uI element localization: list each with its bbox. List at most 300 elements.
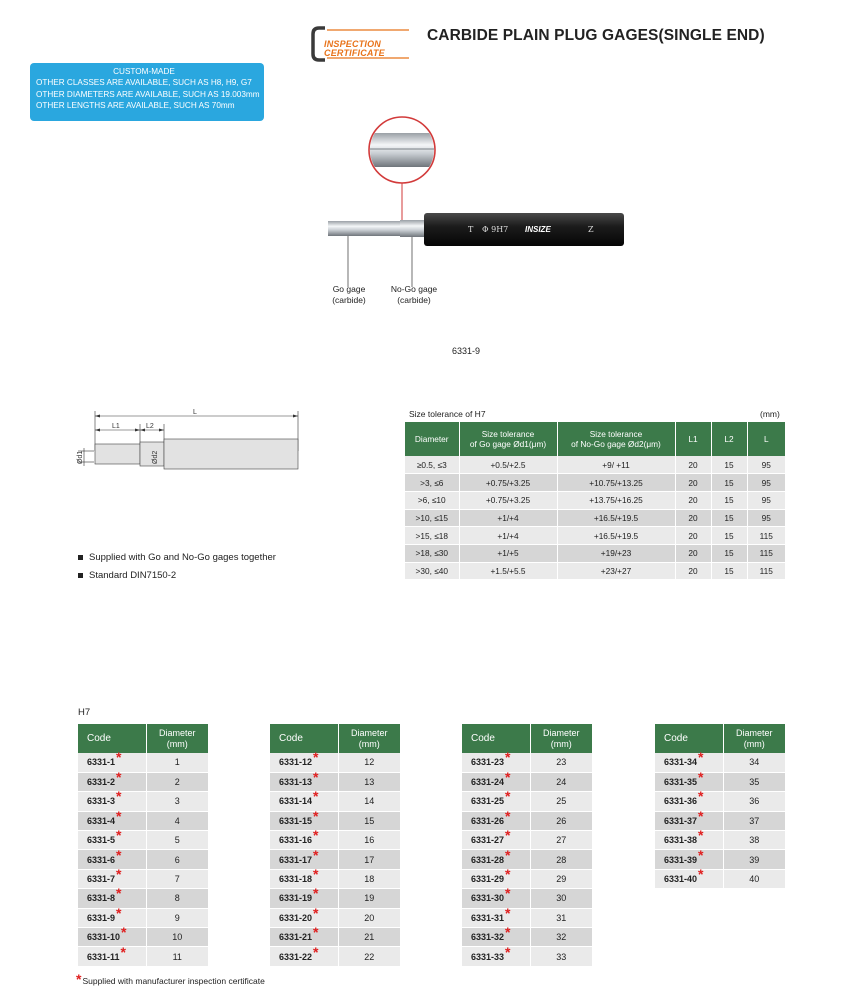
cell-nogo-tolerance: +10.75/+13.25 — [557, 474, 675, 492]
go-tolerance-line1: Size tolerance — [481, 429, 535, 439]
cell-diameter-mm: 3 — [146, 792, 208, 811]
go-gage-title: Go gage — [332, 284, 366, 294]
code-row — [462, 850, 592, 869]
code-table-body — [78, 749, 208, 966]
engraving-brand: INSIZE — [525, 225, 551, 234]
tolerance-row — [405, 474, 785, 492]
cell-nogo-tolerance: +16.5/+19.5 — [557, 527, 675, 545]
code-row — [655, 811, 785, 830]
code-value: 6331-17 — [279, 854, 313, 865]
cell-diameter-mm: 30 — [530, 889, 592, 908]
cell-code — [462, 807, 530, 830]
code-value: 6331-9 — [87, 912, 116, 923]
certificate-star: * — [313, 807, 319, 824]
code-row — [655, 831, 785, 850]
col-header-diameter-mm — [338, 724, 400, 753]
cell-diameter-mm: 40 — [723, 869, 785, 888]
cell-diameter: >18, ≤30 — [405, 544, 459, 562]
footnote — [76, 971, 265, 987]
go-tolerance-line2: of Go gage Ød1(μm) — [469, 439, 547, 449]
cell-code — [655, 827, 723, 850]
col-header-code: Code — [655, 724, 723, 753]
dia-header-line2: (mm) — [358, 738, 380, 749]
cell-code — [270, 904, 338, 927]
cell-diameter-mm: 33 — [530, 947, 592, 966]
tolerance-row — [405, 509, 785, 527]
tolerance-row — [405, 544, 785, 562]
cell-nogo-tolerance: +23/+27 — [557, 562, 675, 580]
cell-diameter-mm: 11 — [146, 947, 208, 966]
code-value: 6331-36 — [664, 796, 698, 807]
cell-code — [78, 788, 146, 811]
go-gage-pin — [328, 221, 400, 236]
dim-label-l2: L2 — [146, 423, 154, 430]
cell-go-tolerance: +1/+4 — [459, 509, 557, 527]
cell-diameter: ≥0.5, ≤3 — [405, 456, 459, 474]
cell-nogo-tolerance: +9/ +11 — [557, 456, 675, 474]
cell-diameter-mm: 26 — [530, 811, 592, 830]
gage-handle — [424, 213, 624, 246]
code-table-body — [655, 749, 785, 889]
cell-l2: 15 — [711, 544, 747, 562]
nogo-tolerance-line1: Size tolerance — [589, 429, 643, 439]
cell-go-tolerance: +1/+5 — [459, 544, 557, 562]
cell-code — [270, 885, 338, 908]
cell-diameter: >30, ≤40 — [405, 562, 459, 580]
certificate-star: * — [116, 769, 122, 786]
cell-diameter-mm: 21 — [338, 928, 400, 947]
code-value: 6331-7 — [87, 874, 116, 885]
code-row — [462, 908, 592, 927]
cell-code — [78, 885, 146, 908]
dia-header-line1: Diameter — [542, 727, 580, 738]
certificate-star: * — [313, 769, 319, 786]
code-value: 6331-40 — [664, 874, 698, 885]
code-row — [655, 772, 785, 791]
certificate-star: * — [116, 885, 122, 902]
code-row — [270, 947, 400, 966]
cell-l1: 20 — [675, 509, 711, 527]
cell-l2: 15 — [711, 474, 747, 492]
cell-code — [462, 846, 530, 869]
col-header-code: Code — [462, 724, 530, 753]
cell-l1: 20 — [675, 544, 711, 562]
cell-l: 95 — [747, 491, 785, 509]
cell-diameter-mm: 17 — [338, 850, 400, 869]
tolerance-caption: Size tolerance of H7 — [409, 409, 486, 419]
code-row — [78, 850, 208, 869]
cell-diameter-mm: 29 — [530, 869, 592, 888]
code-value: 6331-27 — [471, 835, 505, 846]
dim-label-d2: Ød2 — [152, 450, 159, 464]
cell-code — [462, 866, 530, 888]
certificate-star: * — [698, 807, 704, 824]
cell-code — [270, 749, 338, 772]
code-row — [270, 811, 400, 830]
engraving-left: T — [468, 225, 474, 234]
code-value: 6331-35 — [664, 777, 698, 788]
certificate-star: * — [505, 846, 511, 863]
cell-diameter-mm: 12 — [338, 753, 400, 772]
cell-code — [270, 866, 338, 888]
code-row — [78, 947, 208, 966]
dia-header-line1: Diameter — [158, 727, 196, 738]
cell-code — [655, 769, 723, 791]
certificate-star: * — [505, 943, 511, 960]
code-table-body — [270, 749, 400, 966]
logo-text-line1: INSPECTION — [324, 39, 382, 49]
code-value: 6331-23 — [471, 757, 505, 768]
tolerance-row — [405, 456, 785, 474]
cell-l: 115 — [747, 544, 785, 562]
go-pin-section — [95, 444, 140, 464]
code-row — [462, 772, 592, 791]
col-header-go-tolerance — [459, 422, 557, 456]
cell-diameter: >10, ≤15 — [405, 509, 459, 527]
cell-code — [462, 769, 530, 791]
certificate-star: * — [698, 788, 704, 805]
code-row — [462, 928, 592, 947]
code-value: 6331-5 — [87, 835, 116, 846]
code-row — [270, 792, 400, 811]
code-value: 6331-24 — [471, 777, 505, 788]
code-table-3 — [462, 724, 592, 967]
custom-made-box — [30, 63, 264, 121]
cell-diameter-mm: 15 — [338, 811, 400, 830]
dia-header-line2: (mm) — [550, 738, 572, 749]
tolerance-body — [405, 456, 785, 580]
cell-l: 95 — [747, 456, 785, 474]
code-row — [78, 772, 208, 791]
cell-diameter-mm: 31 — [530, 908, 592, 927]
cell-diameter-mm: 14 — [338, 792, 400, 811]
certificate-star: * — [698, 749, 704, 766]
cell-l: 115 — [747, 562, 785, 580]
go-gage-material: (carbide) — [332, 295, 366, 305]
certificate-star: * — [505, 788, 511, 805]
cell-code — [655, 846, 723, 869]
tolerance-row — [405, 491, 785, 509]
cell-l: 115 — [747, 527, 785, 545]
product-photo — [318, 115, 638, 295]
col-header-diameter-mm — [723, 724, 785, 753]
code-value: 6331-15 — [279, 815, 313, 826]
code-row — [462, 889, 592, 908]
cell-code — [78, 807, 146, 830]
dia-header-line2: (mm) — [166, 738, 188, 749]
code-header-row — [270, 724, 400, 753]
code-value: 6331-6 — [87, 854, 116, 865]
certificate-star: * — [120, 943, 126, 960]
cell-code — [270, 788, 338, 811]
cell-diameter-mm: 35 — [723, 772, 785, 791]
certificate-star: * — [116, 749, 122, 766]
cell-diameter-mm: 5 — [146, 831, 208, 850]
code-value: 6331-37 — [664, 815, 698, 826]
certificate-star: * — [116, 788, 122, 805]
dia-header-line1: Diameter — [350, 727, 388, 738]
col-header-l1: L1 — [675, 422, 711, 456]
certificate-star: * — [698, 827, 704, 844]
tolerance-unit: (mm) — [760, 409, 780, 419]
certificate-star: * — [313, 885, 319, 902]
code-value: 6331-14 — [279, 796, 313, 807]
cell-code — [655, 788, 723, 811]
code-value: 6331-16 — [279, 835, 313, 846]
cell-diameter: >3, ≤6 — [405, 474, 459, 492]
code-row — [270, 889, 400, 908]
code-value: 6331-34 — [664, 757, 698, 768]
code-row — [78, 889, 208, 908]
cell-code — [270, 846, 338, 869]
cell-diameter-mm: 13 — [338, 772, 400, 791]
code-value: 6331-38 — [664, 835, 698, 846]
code-row — [655, 792, 785, 811]
certificate-star: * — [505, 807, 511, 824]
cell-code — [462, 943, 530, 966]
nogo-tolerance-line2: of No-Go gage Ød2(μm) — [571, 439, 661, 449]
cell-l2: 15 — [711, 527, 747, 545]
code-row — [78, 869, 208, 888]
handle-section — [164, 439, 298, 469]
cell-diameter-mm: 34 — [723, 753, 785, 772]
col-header-diameter-mm — [530, 724, 592, 753]
custom-made-title: CUSTOM-MADE — [113, 67, 175, 76]
certificate-star: * — [116, 866, 122, 883]
nogo-gage-pin — [400, 220, 424, 237]
code-row — [655, 850, 785, 869]
cell-diameter-mm: 9 — [146, 908, 208, 927]
certificate-star: * — [698, 846, 704, 863]
footnote-star: * — [76, 971, 82, 987]
certificate-star: * — [313, 904, 319, 921]
cell-go-tolerance: +0.5/+2.5 — [459, 456, 557, 474]
cell-code — [655, 807, 723, 830]
code-value: 6331-13 — [279, 777, 313, 788]
code-value: 6331-28 — [471, 854, 505, 865]
cell-l2: 15 — [711, 491, 747, 509]
code-table-body — [462, 749, 592, 966]
cell-diameter-mm: 27 — [530, 831, 592, 850]
code-row — [78, 753, 208, 772]
cell-code — [270, 924, 338, 947]
col-header-code: Code — [270, 724, 338, 753]
code-value: 6331-3 — [87, 796, 116, 807]
cell-code — [462, 827, 530, 850]
feature-item: Standard DIN7150-2 — [78, 567, 276, 585]
cell-diameter-mm: 32 — [530, 928, 592, 947]
code-row — [655, 869, 785, 888]
nogo-gage-label — [384, 284, 444, 306]
code-value: 6331-26 — [471, 815, 505, 826]
code-value: 6331-29 — [471, 874, 505, 885]
certificate-star: * — [505, 904, 511, 921]
code-value: 6331-19 — [279, 893, 313, 904]
cell-diameter-mm: 6 — [146, 850, 208, 869]
code-row — [78, 811, 208, 830]
cell-go-tolerance: +0.75/+3.25 — [459, 474, 557, 492]
certificate-star: * — [313, 827, 319, 844]
cell-code — [270, 827, 338, 850]
certificate-star: * — [313, 943, 319, 960]
cell-diameter-mm: 23 — [530, 753, 592, 772]
code-row — [462, 831, 592, 850]
certificate-star: * — [313, 788, 319, 805]
cell-code — [78, 749, 146, 772]
zoom-detail — [368, 117, 438, 183]
cell-l2: 15 — [711, 509, 747, 527]
code-row — [270, 850, 400, 869]
cell-code — [78, 846, 146, 869]
feature-list — [78, 549, 276, 585]
cell-code — [462, 924, 530, 947]
code-row — [270, 831, 400, 850]
cell-code — [78, 924, 146, 947]
feature-item: Supplied with Go and No-Go gages together — [78, 549, 276, 567]
logo-text-line2: CERTIFICATE — [324, 48, 385, 58]
cell-diameter-mm: 28 — [530, 850, 592, 869]
code-header-row — [655, 724, 785, 753]
cell-code — [462, 904, 530, 927]
certificate-star: * — [116, 904, 122, 921]
code-row — [655, 753, 785, 772]
certificate-star: * — [313, 749, 319, 766]
cell-go-tolerance: +1/+4 — [459, 527, 557, 545]
code-row — [462, 753, 592, 772]
code-row — [462, 947, 592, 966]
cell-l1: 20 — [675, 491, 711, 509]
code-value: 6331-33 — [471, 951, 505, 962]
cell-l: 95 — [747, 474, 785, 492]
code-value: 6331-8 — [87, 893, 116, 904]
tolerance-header-row — [405, 422, 785, 456]
code-value: 6331-2 — [87, 777, 116, 788]
cell-code — [78, 827, 146, 850]
cell-diameter-mm: 10 — [146, 928, 208, 947]
cell-l1: 20 — [675, 456, 711, 474]
code-value: 6331-31 — [471, 912, 505, 923]
page-title: CARBIDE PLAIN PLUG GAGES(SINGLE END) — [427, 27, 765, 44]
model-caption: 6331-9 — [452, 346, 481, 356]
code-value: 6331-11 — [87, 951, 120, 962]
nogo-gage-title: No-Go gage — [390, 284, 438, 294]
code-row — [78, 908, 208, 927]
cell-diameter-mm: 25 — [530, 792, 592, 811]
code-table-2 — [270, 724, 400, 967]
cell-l1: 20 — [675, 474, 711, 492]
code-table-1 — [78, 724, 208, 967]
cell-code — [78, 904, 146, 927]
code-value: 6331-4 — [87, 815, 116, 826]
cell-diameter-mm: 22 — [338, 947, 400, 966]
dimension-drawing — [70, 406, 310, 478]
cell-diameter-mm: 24 — [530, 772, 592, 791]
cell-code — [462, 885, 530, 908]
cell-l1: 20 — [675, 562, 711, 580]
code-value: 6331-32 — [471, 932, 505, 943]
cell-diameter-mm: 2 — [146, 772, 208, 791]
code-row — [462, 811, 592, 830]
dim-label-l: L — [193, 409, 197, 416]
nogo-gage-material: (carbide) — [397, 295, 431, 305]
engraving-right: Z — [588, 225, 594, 234]
code-row — [270, 772, 400, 791]
cell-l: 95 — [747, 509, 785, 527]
cell-go-tolerance: +0.75/+3.25 — [459, 491, 557, 509]
cell-diameter-mm: 7 — [146, 869, 208, 888]
cell-l2: 15 — [711, 456, 747, 474]
certificate-star: * — [313, 846, 319, 863]
certificate-star: * — [121, 924, 127, 941]
code-table-4 — [655, 724, 785, 889]
custom-line-diameters: OTHER DIAMETERS ARE AVAILABLE, SUCH AS 19.003mm — [36, 89, 260, 99]
cell-code — [462, 788, 530, 811]
code-value: 6331-25 — [471, 796, 505, 807]
cell-diameter-mm: 16 — [338, 831, 400, 850]
cell-code — [270, 943, 338, 966]
custom-line-lengths: OTHER LENGTHS ARE AVAILABLE, SUCH AS 70mm — [36, 100, 235, 110]
dim-label-d1: Ød1 — [77, 450, 84, 464]
code-value: 6331-18 — [279, 874, 313, 885]
cell-nogo-tolerance: +13.75/+16.25 — [557, 491, 675, 509]
cell-go-tolerance: +1.5/+5.5 — [459, 562, 557, 580]
footnote-text: Supplied with manufacturer inspection certificate — [82, 976, 265, 986]
code-header-row — [462, 724, 592, 753]
cell-nogo-tolerance: +16.5/+19.5 — [557, 509, 675, 527]
cell-l2: 15 — [711, 562, 747, 580]
code-value: 6331-1 — [87, 757, 116, 768]
col-header-l: L — [747, 422, 785, 456]
certificate-star: * — [505, 885, 511, 902]
engraving-size: Φ 9H7 — [482, 225, 509, 234]
cell-diameter-mm: 38 — [723, 831, 785, 850]
go-gage-label — [322, 284, 376, 306]
cell-code — [655, 866, 723, 888]
certificate-star: * — [116, 807, 122, 824]
code-row — [270, 908, 400, 927]
certificate-star: * — [116, 827, 122, 844]
code-row — [78, 928, 208, 947]
cell-diameter-mm: 39 — [723, 850, 785, 869]
tolerance-row — [405, 527, 785, 545]
code-value: 6331-39 — [664, 854, 698, 865]
certificate-star: * — [505, 769, 511, 786]
certificate-star: * — [698, 866, 704, 883]
cell-diameter-mm: 20 — [338, 908, 400, 927]
dim-label-l1: L1 — [112, 423, 120, 430]
cell-l1: 20 — [675, 527, 711, 545]
col-header-l2: L2 — [711, 422, 747, 456]
cell-code — [655, 749, 723, 772]
code-header-row — [78, 724, 208, 753]
cell-code — [78, 866, 146, 888]
certificate-star: * — [505, 924, 511, 941]
cell-code — [270, 807, 338, 830]
certificate-star: * — [313, 924, 319, 941]
tolerance-row — [405, 562, 785, 580]
cell-nogo-tolerance: +19/+23 — [557, 544, 675, 562]
code-value: 6331-10 — [87, 932, 121, 943]
certificate-star: * — [505, 827, 511, 844]
logo-text — [324, 40, 385, 58]
code-value: 6331-21 — [279, 932, 313, 943]
code-row — [462, 792, 592, 811]
certificate-star: * — [116, 846, 122, 863]
col-header-diameter-mm — [146, 724, 208, 753]
code-row — [270, 869, 400, 888]
cell-diameter-mm: 1 — [146, 753, 208, 772]
dia-header-line2: (mm) — [743, 738, 765, 749]
